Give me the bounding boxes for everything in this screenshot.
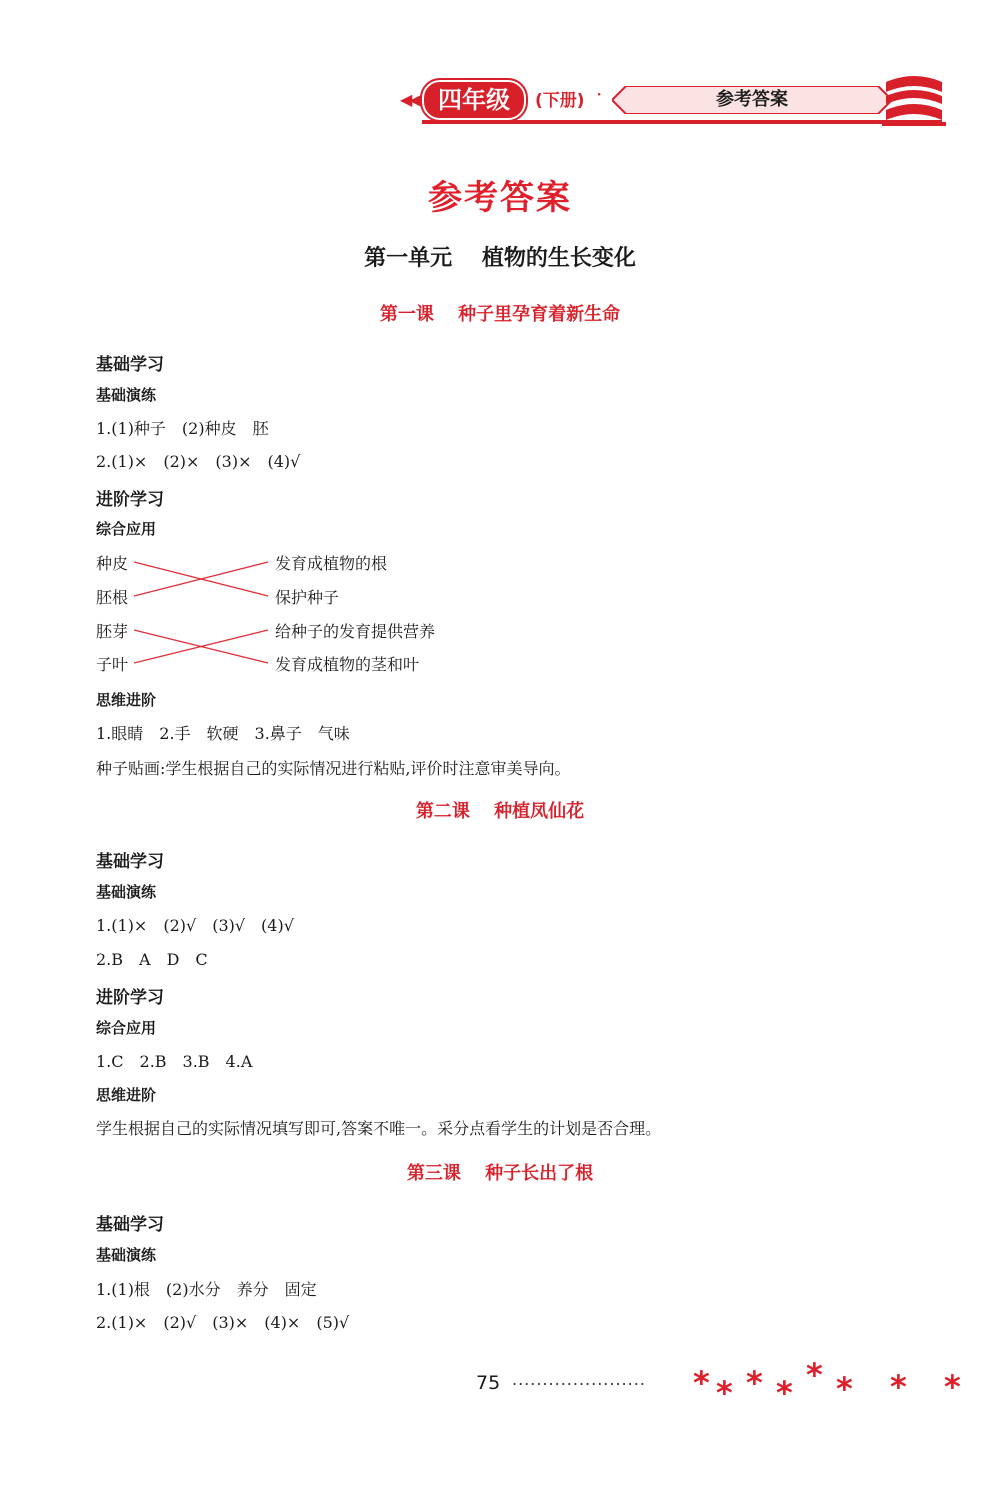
lesson-3-title: 第三课 种子长出了根 — [406, 1163, 594, 1184]
match-left-item: 种皮 — [96, 554, 129, 573]
answer-line: 1.(1)种子 (2)种皮 胚 — [96, 419, 269, 438]
unit-title: 第一单元 植物的生长变化 — [364, 245, 636, 271]
match-right-item: 给种子的发育提供营养 — [275, 622, 436, 641]
thinking-heading: 思维进阶 — [96, 691, 157, 709]
answer-line: 2.(1)× (2)× (3)× (4)√ — [96, 452, 301, 471]
match-left-item: 子叶 — [96, 655, 129, 674]
basic-practice-heading: 基础演练 — [96, 386, 157, 404]
star-icon: * — [806, 1356, 823, 1394]
match-line — [134, 630, 268, 663]
lesson-2-title: 第二课 种植凤仙花 — [415, 801, 585, 822]
match-line — [134, 630, 268, 663]
application-heading: 综合应用 — [96, 520, 157, 538]
book-icon — [880, 72, 948, 128]
match-line — [134, 562, 268, 596]
answer-line: 1.C 2.B 3.B 4.A — [96, 1052, 253, 1071]
header-label: 参考答案 — [716, 89, 788, 110]
application-heading: 综合应用 — [96, 1019, 157, 1037]
answer-line: 1.眼睛 2.手 软硬 3.鼻子 气味 — [96, 724, 350, 743]
volume-label: (下册) — [535, 91, 585, 111]
grade-badge: 四年级 — [422, 80, 526, 120]
answer-line: 2.B A D C — [96, 950, 208, 969]
thinking-heading: 思维进阶 — [96, 1086, 157, 1104]
answer-line: 种子贴画:学生根据自己的实际情况进行粘贴,评价时注意审美导向。 — [96, 759, 571, 778]
star-icon: * — [944, 1368, 961, 1406]
header-rule — [422, 120, 942, 124]
star-icon: * — [693, 1364, 710, 1402]
match-right-item: 保护种子 — [275, 588, 340, 607]
answer-line: 学生根据自己的实际情况填写即可,答案不唯一。采分点看学生的计划是否合理。 — [96, 1119, 662, 1138]
advanced-study-heading: 进阶学习 — [96, 988, 164, 1008]
answer-line: 2.(1)× (2)√ (3)× (4)× (5)√ — [96, 1313, 350, 1332]
double-left-arrow-icon: ◀◀ — [400, 90, 419, 109]
star-icon: * — [776, 1374, 793, 1412]
star-icon: * — [746, 1364, 763, 1402]
page-number: 75 — [476, 1372, 501, 1394]
separator-dot: · — [596, 82, 603, 106]
answer-line: 1.(1)× (2)√ (3)√ (4)√ — [96, 916, 294, 935]
basic-study-heading: 基础学习 — [96, 355, 164, 375]
match-left-item: 胚根 — [96, 588, 129, 607]
page-title: 参考答案 — [428, 178, 572, 218]
match-left-item: 胚芽 — [96, 622, 129, 641]
star-icon: * — [890, 1368, 907, 1406]
page-header — [400, 70, 950, 135]
lesson-1-title: 第一课 种子里孕育着新生命 — [379, 304, 621, 325]
answer-line: 1.(1)根 (2)水分 养分 固定 — [96, 1280, 317, 1299]
basic-study-heading: 基础学习 — [96, 1215, 164, 1235]
advanced-study-heading: 进阶学习 — [96, 490, 164, 510]
basic-study-heading: 基础学习 — [96, 852, 164, 872]
footer-dots: ...................... — [512, 1370, 646, 1389]
match-right-item: 发育成植物的茎和叶 — [275, 655, 420, 674]
match-right-item: 发育成植物的根 — [275, 554, 388, 573]
star-icon: * — [716, 1374, 733, 1412]
basic-practice-heading: 基础演练 — [96, 883, 157, 901]
match-line — [134, 562, 268, 596]
star-icon: * — [836, 1370, 853, 1408]
basic-practice-heading: 基础演练 — [96, 1246, 157, 1264]
